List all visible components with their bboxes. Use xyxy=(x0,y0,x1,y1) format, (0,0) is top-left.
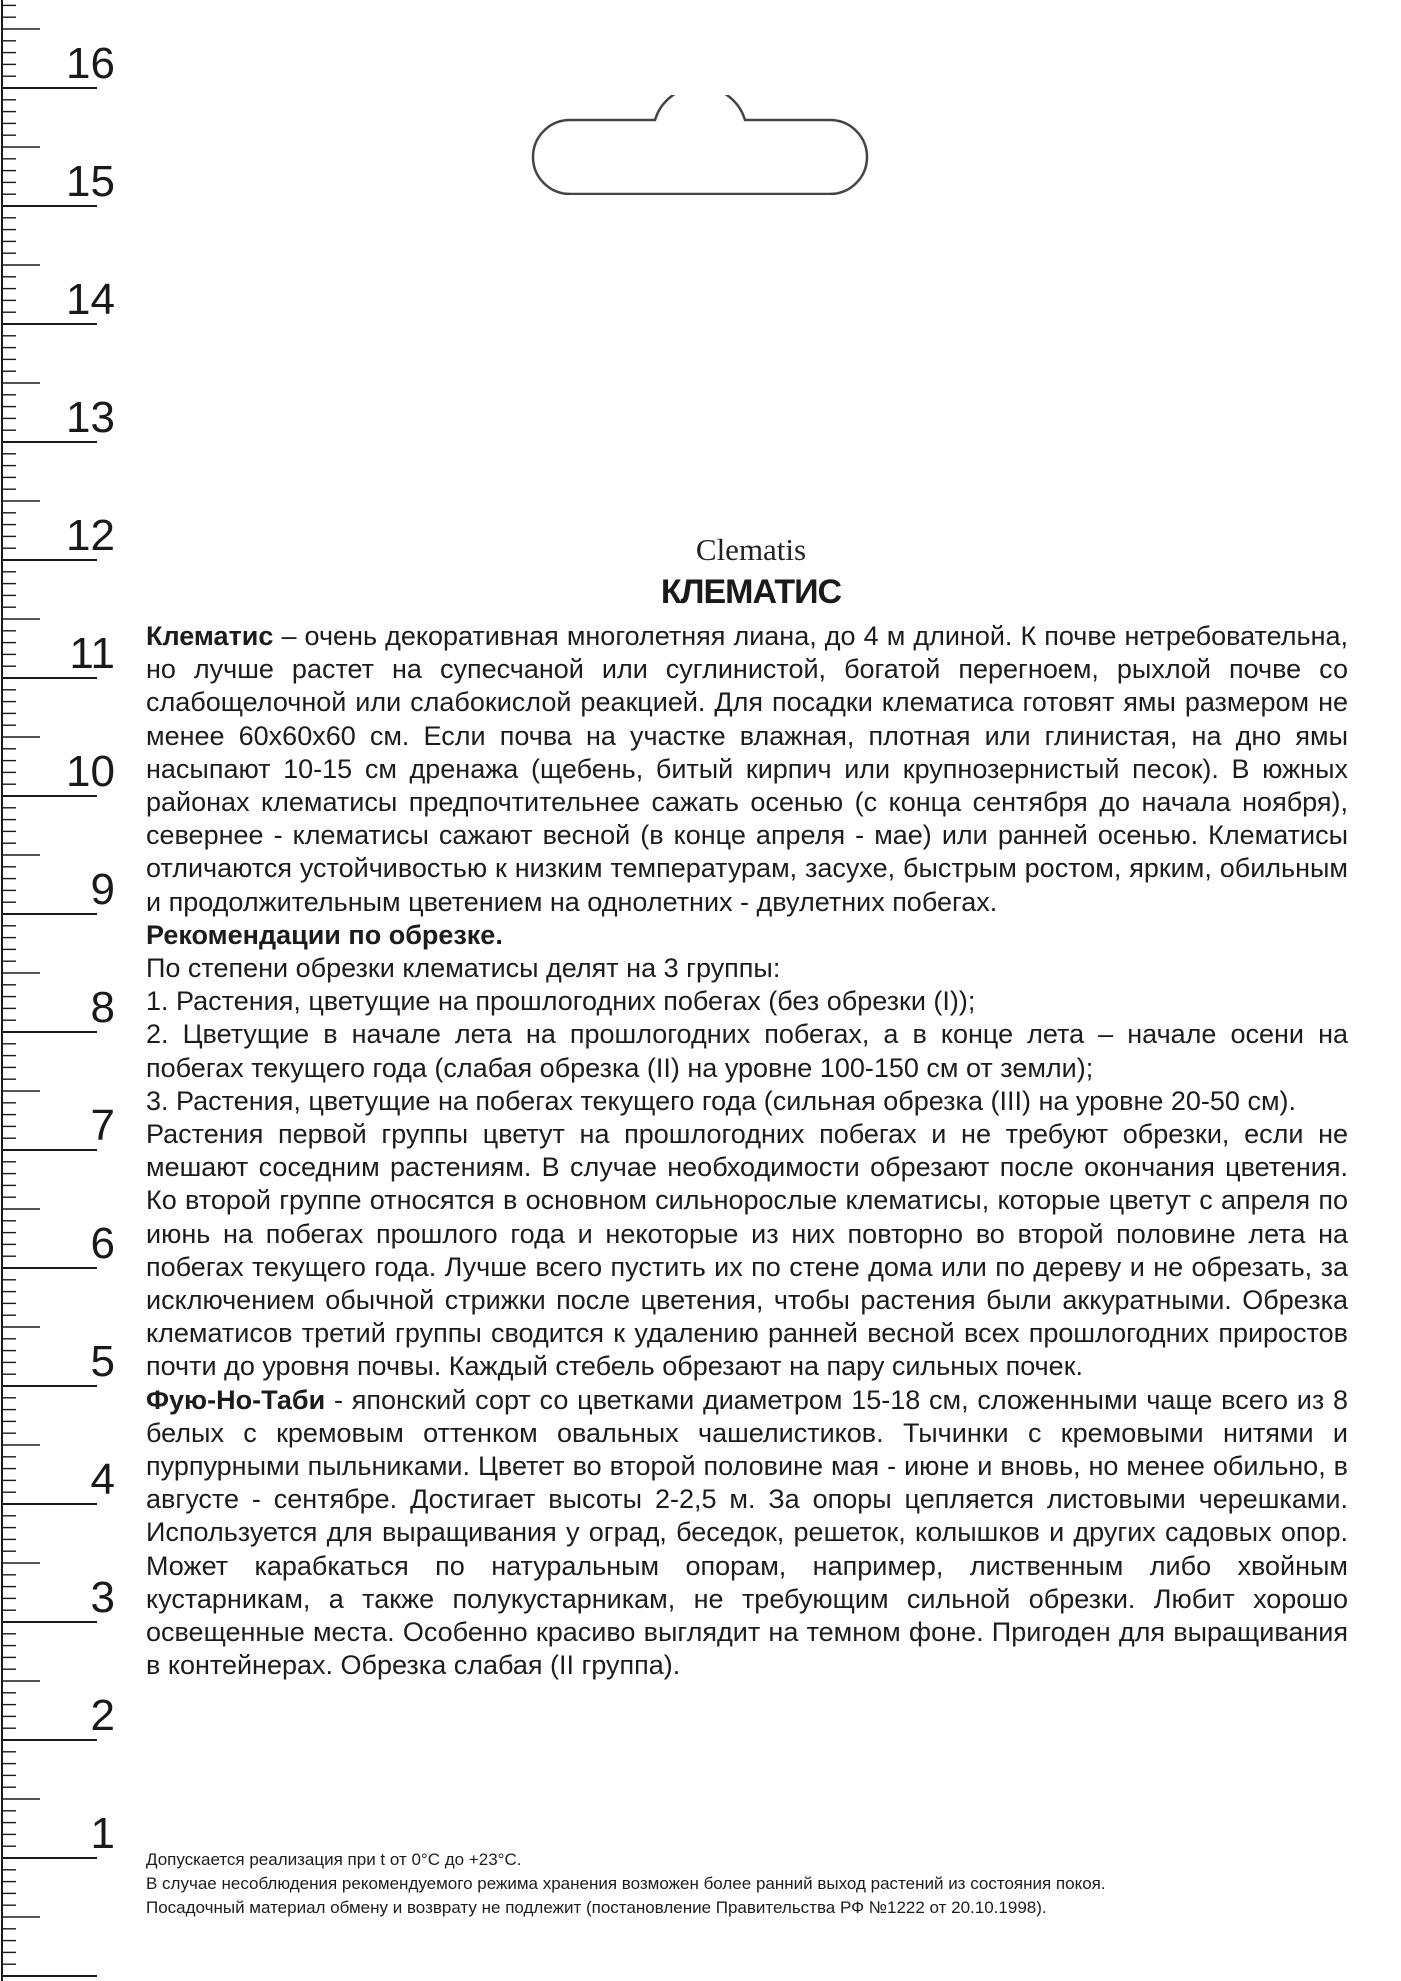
ruler-label: 1 xyxy=(90,1809,115,1858)
ruler-label: 3 xyxy=(90,1573,115,1622)
footer-line-2: В случае несоблюдения рекомендуемого режима хранения возможен более ранний выход растений из состояния покоя. xyxy=(146,1874,1106,1893)
ruler-label: 10 xyxy=(66,747,115,796)
intro-text: – очень декоративная многолетняя лиана, до 4 м длиной. К почве нетребовательна, но лучше растет на супесчаной или суглинистой, богатой перегноем, рыхлой почве со слабощелочной или слабокислой реакцией. Для посадки клематиса готовят ямы размером не менее 60х60х60 см. Если почва на участке влажная, плотная или глинистая, на дно ямы насыпают 10-15 см дренажа (щебень, битый кирпич или крупнозернистый песок). В южных районах клематисы предпочтительнее сажать осенью (с конца сентября до начала ноября), севернее - клематисы сажают весной (в конце апреля - мае) или ранней осенью. Клематисы отличаются устойчивостью к низким температурам, засухе, быстрым ростом, ярким, обильным и продолжительным цветением на однолетних - двулетних побегах. xyxy=(146,621,1348,917)
pruning-item-3: 3. Растения, цветущие на побегах текущего года (сильная обрезка (III) на уровне 20-50 см). xyxy=(146,1085,1297,1116)
ruler-label: 7 xyxy=(90,1101,115,1150)
hanger-hole xyxy=(520,95,880,195)
ruler-label: 6 xyxy=(90,1219,115,1268)
ruler-label: 5 xyxy=(90,1337,115,1386)
footer-line-1: Допускается реализация при t от 0°C до +23°C. xyxy=(146,1850,522,1869)
description xyxy=(146,620,1348,1683)
intro-term: Клематис xyxy=(146,621,274,651)
page-title: КЛЕМАТИС xyxy=(660,573,842,611)
ruler-label: 12 xyxy=(66,511,115,560)
variety-text: - японский сорт со цветками диаметром 15-18 см, сложенными чаще всего из 8 белых с кремовым оттенком овальных чашелистиков. Тычинки с кремовыми нитями и пурпурными пыльниками. Цветет во второй половине мая - июне и вновь, но менее обильно, в августе - сентябре. Достигает высоты 2-2,5 м. За опоры цепляется листовыми черешками. Используется для выращивания у оград, беседок, решеток, колышков и других садовых опор. Может карабкаться по натуральным опорам, например, лиственным либо хвойным кустарникам, а также полукустарникам, не требующим сильной обрезки. Любит хорошо освещенные места. Особенно красиво выглядит на темном фоне. Пригоден для выращивания в контейнерах. Обрезка слабая (II группа). xyxy=(146,1384,1348,1681)
pruning-lead: По степени обрезки клематисы делят на 3 группы: xyxy=(146,953,781,984)
latin-name: Clematis xyxy=(695,532,807,567)
footer-line-3: Посадочный материал обмену и возврату не подлежит (постановление Правительства РФ №1222 от 20.10.1998). xyxy=(146,1898,1047,1917)
ruler-label: 16 xyxy=(66,39,115,88)
variety-name: Фую-Но-Таби xyxy=(146,1384,326,1415)
ruler-label: 8 xyxy=(90,983,115,1032)
ruler-label: 13 xyxy=(66,393,115,442)
pruning-item-1: 1. Растения, цветущие на прошлогодних побегах (без обрезки (I)); xyxy=(146,986,976,1017)
intro-paragraph xyxy=(146,620,1348,919)
pruning-item-2: 2. Цветущие в начале лета на прошлогодних побегах, а в конце лета – начале осени на побегах текущего года (слабая обрезка (II) на уровне 100-150 см от земли); xyxy=(146,1019,1348,1083)
ruler-label: 15 xyxy=(66,157,115,206)
ruler-label: 9 xyxy=(90,865,115,914)
ruler-label: 11 xyxy=(69,629,115,678)
ruler-label: 2 xyxy=(90,1691,115,1740)
ruler xyxy=(0,0,140,1981)
pruning-details: Растения первой группы цветут на прошлогодних побегах и не требуют обрезки, если не мешают соседним растениям. В случае необходимости обрезают после окончания цветения. Ко второй группе относятся в основном сильнорослые клематисы, которые цветут с апреля по июнь на побегах прошлого года и некоторые из них повторно во второй половине лета на побегах текущего года. Лучше всего пустить их по стене дома или по дереву и не обрезать, за исключением обычной стрижки после цветения, чтобы растения были аккуратными. Обрезка клематисов третий группы сводится к удалению ранней весной всех прошлогодних приростов почти до уровня почвы. Каждый стебель обрезают на пару сильных почек. xyxy=(146,1119,1348,1382)
ruler-labels xyxy=(66,39,115,1858)
variety-paragraph xyxy=(146,1384,1348,1683)
pruning-heading: Рекомендации по обрезке. xyxy=(146,919,503,950)
ruler-label: 4 xyxy=(90,1455,115,1504)
ruler-label: 14 xyxy=(66,275,115,324)
footer-notes xyxy=(146,1848,1346,1920)
